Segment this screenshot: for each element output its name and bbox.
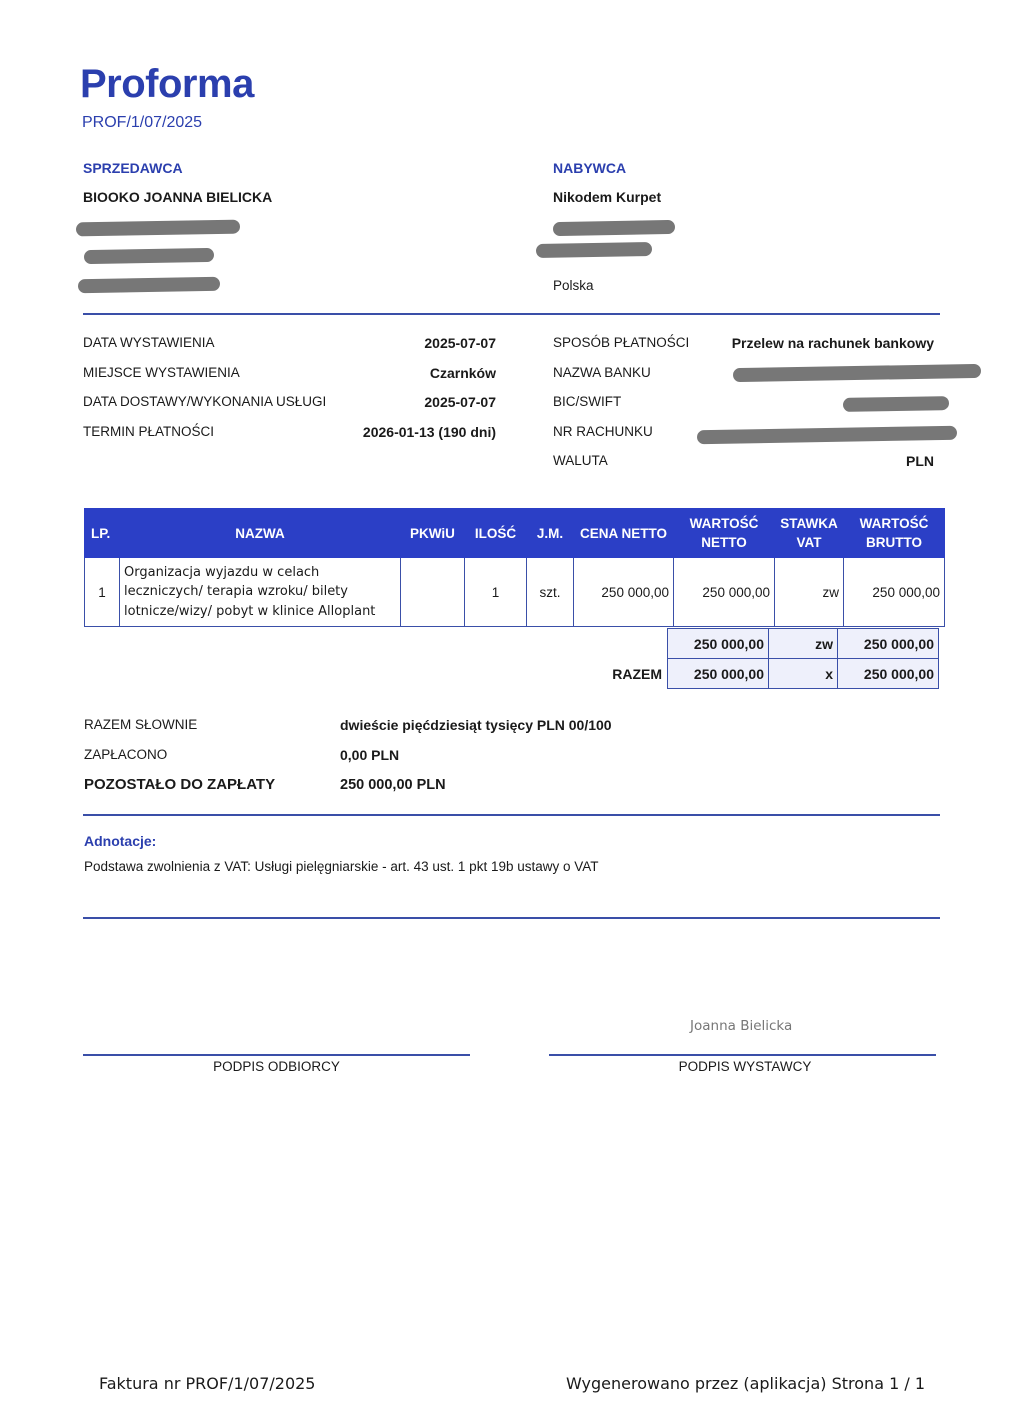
seller-name: BIOOKO JOANNA BIELICKA bbox=[83, 189, 273, 205]
subtotal-row bbox=[668, 629, 939, 659]
divider-middle bbox=[83, 814, 940, 816]
bank-name-redaction bbox=[733, 364, 981, 382]
account-number-label: NR RACHUNKU bbox=[553, 424, 653, 439]
seller-label: SPRZEDAWCA bbox=[83, 160, 183, 176]
remaining-label: POZOSTAŁO DO ZAPŁATY bbox=[84, 776, 276, 793]
total-row bbox=[668, 659, 939, 689]
notes-label: Adnotacje: bbox=[84, 833, 157, 849]
payment-due-label: TERMIN PŁATNOŚCI bbox=[83, 424, 215, 439]
payment-method-value: Przelew na rachunek bankowy bbox=[731, 335, 934, 351]
row-unit: szt. bbox=[527, 558, 574, 627]
issuer-signature-line bbox=[549, 1054, 936, 1056]
col-vat: STAWKA VAT bbox=[775, 509, 844, 558]
totals-table bbox=[667, 628, 939, 689]
delivery-date-value: 2025-07-07 bbox=[424, 394, 496, 410]
bic-redaction bbox=[843, 396, 949, 412]
table-row bbox=[85, 558, 945, 627]
notes-text: Podstawa zwolnienia z VAT: Usługi pielęgniarskie - art. 43 ust. 1 pkt 19b ustawy o VAT bbox=[84, 859, 599, 874]
row-qty: 1 bbox=[465, 558, 527, 627]
receiver-signature-line bbox=[83, 1054, 470, 1056]
paid-label: ZAPŁACONO bbox=[84, 747, 168, 762]
currency-label: WALUTA bbox=[553, 453, 608, 468]
total-net: 250 000,00 bbox=[668, 659, 769, 689]
payment-due-value: 2026-01-13 (190 dni) bbox=[362, 424, 496, 440]
row-pkwiu bbox=[401, 558, 465, 627]
document-number: PROF/1/07/2025 bbox=[82, 114, 203, 131]
row-net: 250 000,00 bbox=[674, 558, 775, 627]
buyer-label: NABYWCA bbox=[553, 160, 627, 176]
seller-address-redaction bbox=[76, 220, 240, 237]
col-gross: WARTOŚĆ BRUTTO bbox=[844, 509, 945, 558]
issue-date-label: DATA WYSTAWIENIA bbox=[83, 335, 215, 350]
col-pkwiu: PKWiU bbox=[401, 509, 465, 558]
document-title: Proforma bbox=[80, 62, 254, 106]
subtotal-vat: zw bbox=[769, 629, 838, 659]
subtotal-gross: 250 000,00 bbox=[838, 629, 939, 659]
issue-place-value: Czarnków bbox=[429, 365, 496, 381]
paid-value: 0,00 PLN bbox=[340, 747, 400, 763]
buyer-address-redaction bbox=[553, 220, 675, 236]
col-name: NAZWA bbox=[120, 509, 401, 558]
row-name: Organizacja wyjazdu w celach leczniczych/ terapia wzroku/ bilety lotnicze/wizy/ pobyt w klinice Alloplant bbox=[120, 558, 401, 627]
remaining-value: 250 000,00 PLN bbox=[340, 777, 446, 793]
issue-date-value: 2025-07-07 bbox=[424, 335, 496, 351]
col-unit: J.M. bbox=[527, 509, 574, 558]
bic-label: BIC/SWIFT bbox=[553, 394, 622, 409]
seller-city-redaction bbox=[84, 248, 214, 264]
row-gross: 250 000,00 bbox=[844, 558, 945, 627]
col-price: CENA NETTO bbox=[574, 509, 674, 558]
col-lp: LP. bbox=[85, 509, 120, 558]
payment-method-label: SPOSÓB PŁATNOŚCI bbox=[553, 335, 690, 350]
row-lp: 1 bbox=[85, 558, 120, 627]
total-vat: x bbox=[769, 659, 838, 689]
items-table bbox=[84, 508, 945, 627]
row-price: 250 000,00 bbox=[574, 558, 674, 627]
receiver-signature-label: PODPIS ODBIORCY bbox=[213, 1059, 340, 1074]
row-vat: zw bbox=[775, 558, 844, 627]
footer-generated-by: Wygenerowano przez (aplikacja) Strona 1 / 1 bbox=[565, 1374, 925, 1393]
footer-invoice-number: Faktura nr PROF/1/07/2025 bbox=[99, 1374, 316, 1393]
col-qty: ILOŚĆ bbox=[465, 509, 527, 558]
buyer-city-redaction bbox=[536, 242, 652, 258]
delivery-date-label: DATA DOSTAWY/WYKONANIA USŁUGI bbox=[83, 394, 327, 409]
seller-nip-redaction bbox=[78, 277, 220, 293]
items-header-row bbox=[85, 509, 945, 558]
total-gross: 250 000,00 bbox=[838, 659, 939, 689]
col-net: WARTOŚĆ NETTO bbox=[674, 509, 775, 558]
subtotal-net: 250 000,00 bbox=[668, 629, 769, 659]
bank-name-label: NAZWA BANKU bbox=[553, 365, 651, 380]
amount-words-label: RAZEM SŁOWNIE bbox=[84, 717, 198, 732]
account-number-redaction bbox=[697, 426, 957, 445]
amount-words-value: dwieście pięćdziesiąt tysięcy PLN 00/100 bbox=[340, 717, 612, 733]
issuer-signature-label: PODPIS WYSTAWCY bbox=[678, 1059, 812, 1074]
buyer-country: Polska bbox=[553, 278, 594, 293]
issuer-signature-name: Joanna Bielicka bbox=[690, 1018, 793, 1034]
buyer-name: Nikodem Kurpet bbox=[553, 189, 662, 205]
issue-place-label: MIEJSCE WYSTAWIENIA bbox=[83, 365, 240, 380]
divider-top bbox=[83, 313, 940, 315]
total-label: RAZEM bbox=[612, 666, 662, 682]
currency-value: PLN bbox=[906, 453, 934, 469]
divider-bottom bbox=[83, 917, 940, 919]
